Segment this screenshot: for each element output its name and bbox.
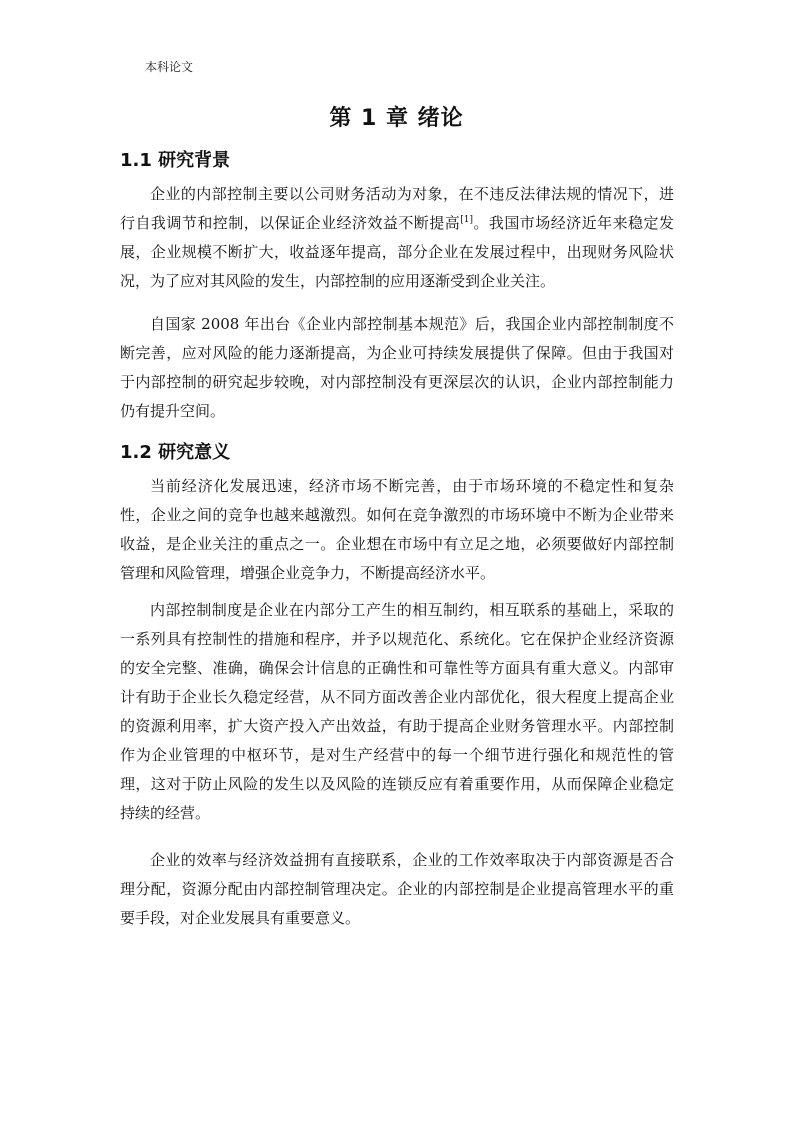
section-title-significance: 1.2 研究意义 [120, 442, 231, 463]
section-title-background: 1.1 研究背景 [120, 150, 231, 171]
citation-ref: [1] [460, 215, 473, 225]
chapter-title: 第 1 章 绪论 [329, 106, 464, 131]
paragraph-text: 。我国市场经济近年来稳定发展，企业规模不断扩大，收益逐年提高，部分企业在发展过程中，出现财务风险状况，为了应对其风险的发生，内部控制的应用逐渐受到企业关注。 [120, 214, 674, 290]
paragraph-background-2: 自国家 2008 年出台《企业内部控制基本规范》后，我国企业内部控制制度不断完善，应对风险的能力逐渐提高，为企业可持续发展提供了保障。但由于我国对于内部控制的研究起步较晚，对内部控制没有更深层次的认识，企业内部控制能力仍有提升空间。 [120, 315, 674, 420]
paragraph-significance-2: 内部控制制度是企业在内部分工产生的相互制约，相互联系的基础上，采取的一系列具有控制性的措施和程序，并予以规范化、系统化。它在保护企业经济资源的安全完整、准确，确保会计信息的正确性和可靠性等方面具有重大意义。内部审计有助于企业长久稳定经营，从不同方面改善企业内部优化，很大程度上提高企业的资源利用率，扩大资产投入产出效益，有助于提高企业财务管理水平。内部控制作为企业管理的中枢环节，是对生产经营中的每一个细节进行强化和规范性的管理，这对于防止风险的发生以及风险的连锁反应有着重要作用，从而保障企业稳定持续的经营。 [120, 601, 674, 822]
paragraph-significance-3: 企业的效率与经济效益拥有直接联系，企业的工作效率取决于内部资源是否合理分配，资源分配由内部控制管理决定。企业的内部控制是企业提高管理水平的重要手段，对企业发展具有重要意义。 [120, 851, 674, 927]
paragraph-text: 企业的内部控制主要以公司财务活动为对象，在不违反法律法规的情况下，进行自我调节和控制，以保证企业经济效益不断提高 [120, 185, 674, 232]
paragraph-significance-1: 当前经济化发展迅速，经济市场不断完善，由于市场环境的不稳定性和复杂性，企业之间的竞争也越来越激烈。如何在竞争激烈的市场环境中不断为企业带来收益，是企业关注的重点之一。企业想在市场中有立足之地，必须要做好内部控制管理和风险管理，增强企业竞争力，不断提高经济水平。 [120, 477, 674, 582]
running-header: 本科论文 [145, 60, 194, 74]
paragraph-background-1 [120, 180, 674, 296]
